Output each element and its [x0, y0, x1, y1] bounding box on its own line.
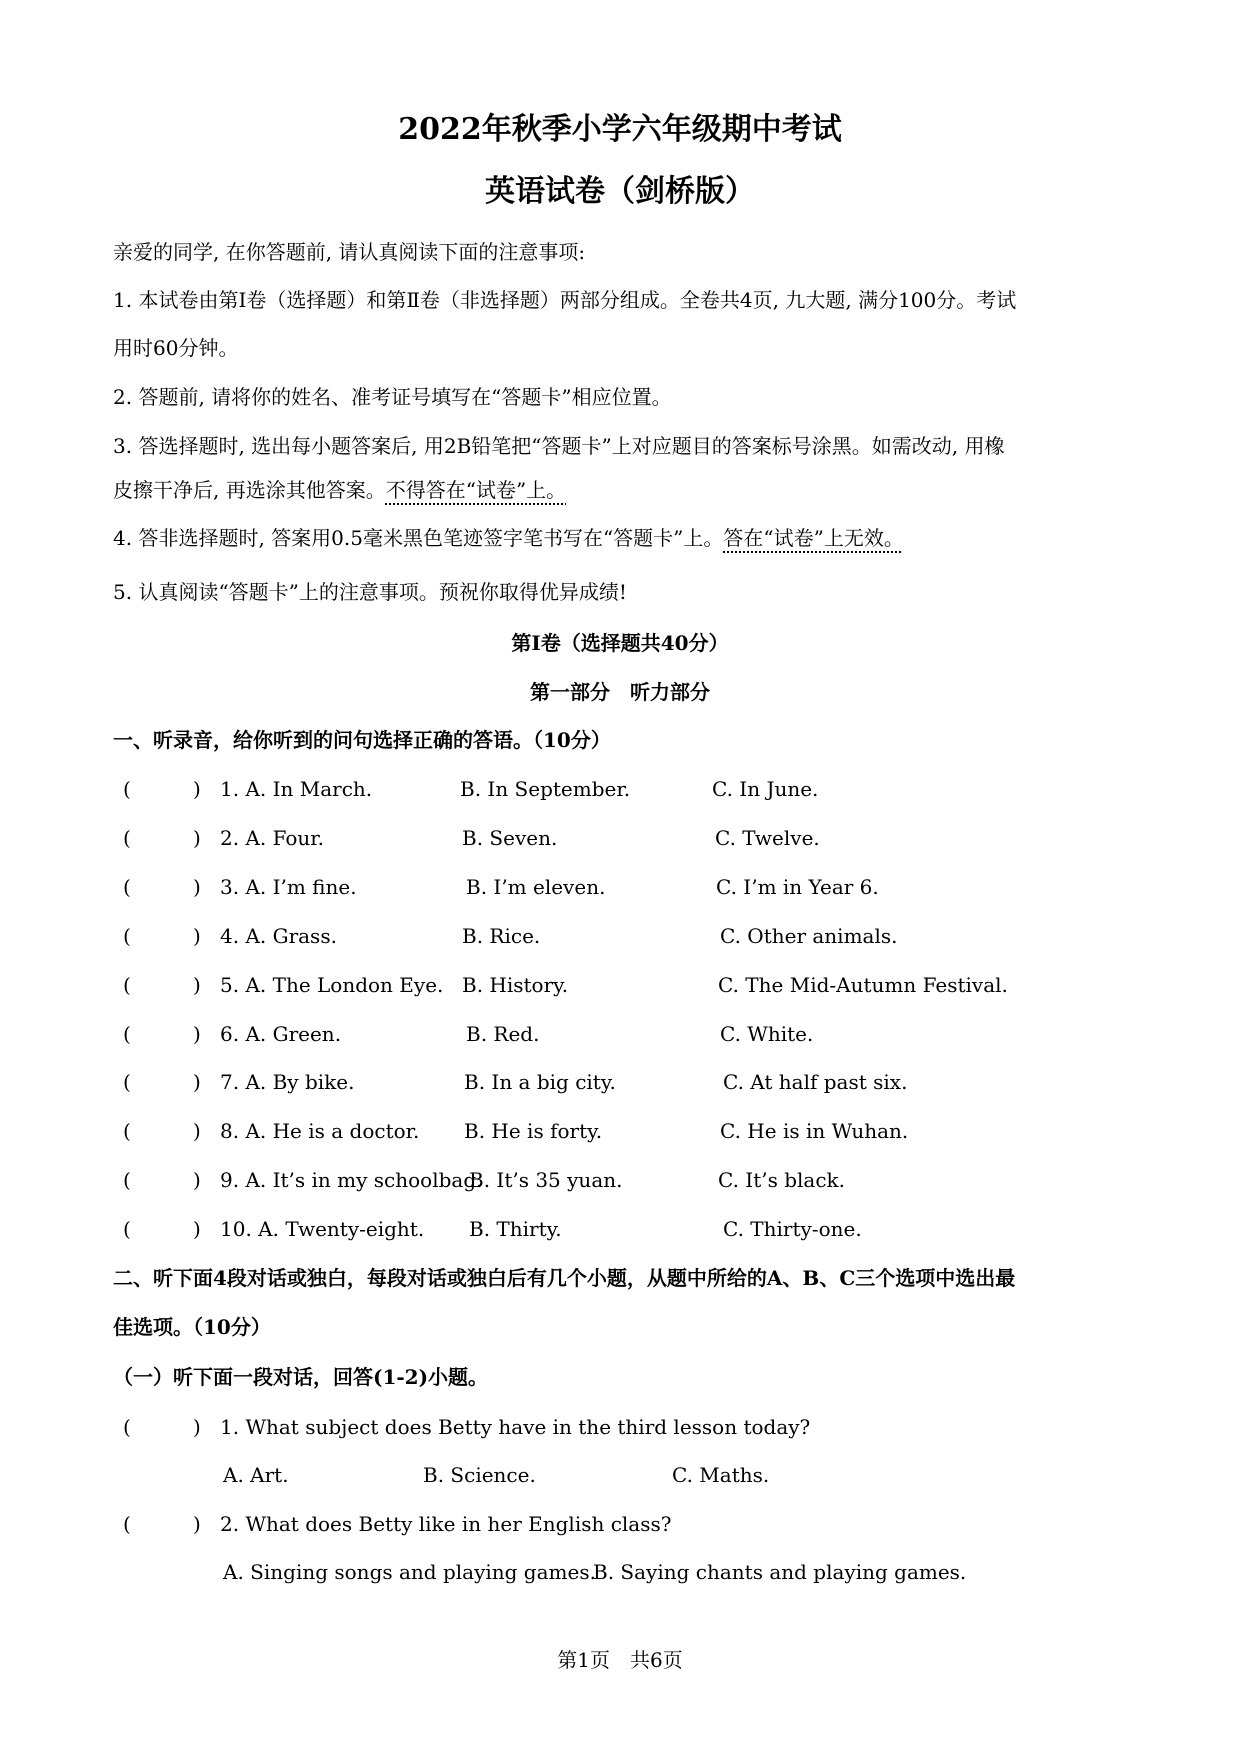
answer-bracket-close: )	[193, 1070, 201, 1095]
answer-bracket-open: (	[123, 874, 131, 899]
option-c: C. The Mid-Autumn Festival.	[718, 972, 1008, 997]
option-c: C. He is in Wuhan.	[720, 1119, 909, 1144]
option-c: C. Maths.	[672, 1463, 770, 1487]
answer-bracket-open: (	[123, 923, 131, 948]
instruction-3-line-1: 3. 答选择题时, 选出每小题答案后, 用2B铅笔把“答题卡”上对应题目的答案标号涂黑。如需改动, 用橡	[113, 434, 1005, 458]
answer-bracket-close: )	[193, 1217, 201, 1242]
instruction-4	[113, 523, 1140, 553]
option-b: B. In a big city.	[464, 1070, 616, 1095]
section-2-sub-1-title: （一）听下面一段对话，回答(1-2)小题。	[113, 1365, 489, 1389]
answer-bracket-close: )	[193, 825, 201, 850]
option-b: B. Science.	[423, 1463, 536, 1487]
option-a: 6. A. Green.	[220, 1021, 342, 1046]
option-c: C. In June.	[712, 777, 819, 801]
option-a: 3. A. I’m fine.	[220, 874, 357, 899]
answer-bracket-close: )	[193, 1512, 201, 1536]
instruction-3-plain: 皮擦干净后, 再选涂其他答案。	[113, 478, 386, 502]
option-b: B. Thirty.	[469, 1217, 562, 1242]
option-a: A. Art.	[223, 1463, 289, 1487]
answer-bracket-close: )	[193, 972, 201, 997]
option-a: A. Singing songs and playing games.	[223, 1560, 596, 1584]
section-2-title-line-2: 佳选项。（10分）	[113, 1315, 271, 1339]
page-footer: 第1页 共6页	[557, 1648, 683, 1672]
answer-bracket-open: (	[123, 972, 131, 997]
option-b: B. Saying chants and playing games.	[593, 1560, 967, 1584]
answer-bracket-open: (	[123, 1168, 131, 1193]
instruction-1-line-2: 用时60分钟。	[113, 336, 239, 360]
answer-bracket-close: )	[193, 1168, 201, 1193]
instruction-3-emphasis: 不得答在“试卷”上。	[385, 478, 567, 502]
answer-bracket-open: (	[123, 1119, 131, 1144]
instruction-3-line-2	[113, 475, 1140, 505]
question-text: 1. What subject does Betty have in the third lesson today?	[220, 1415, 811, 1439]
answer-bracket-open: (	[123, 825, 131, 850]
exam-title: 2022年秋季小学六年级期中考试	[398, 112, 842, 147]
answer-bracket-close: )	[193, 1119, 201, 1144]
question-text: 2. What does Betty like in her English class?	[220, 1512, 672, 1536]
option-b: B. I’m eleven.	[466, 874, 606, 899]
option-b: B. In September.	[460, 777, 631, 801]
option-a: 4. A. Grass.	[220, 923, 337, 948]
option-a: 7. A. By bike.	[220, 1070, 355, 1095]
answer-bracket-open: (	[123, 1070, 131, 1095]
option-b: B. Red.	[466, 1021, 540, 1046]
option-a: 10. A. Twenty-eight.	[220, 1217, 425, 1242]
instruction-1-line-1: 1. 本试卷由第Ⅰ卷（选择题）和第Ⅱ卷（非选择题）两部分组成。全卷共4页, 九大题, 满分100分。考试	[113, 288, 1017, 312]
answer-bracket-close: )	[193, 923, 201, 948]
instruction-4-emphasis: 答在“试卷”上无效。	[723, 526, 904, 550]
instruction-5: 5. 认真阅读“答题卡”上的注意事项。预祝你取得优异成绩!	[113, 580, 627, 604]
exam-subtitle: 英语试卷（剑桥版）	[485, 174, 755, 209]
answer-bracket-open: (	[123, 1217, 131, 1242]
option-c: C. Twelve.	[715, 825, 820, 850]
answer-bracket-open: (	[123, 777, 131, 801]
option-b: B. He is forty.	[464, 1119, 603, 1144]
option-b: B. Seven.	[462, 825, 558, 850]
option-c: C. I’m in Year 6.	[716, 874, 879, 899]
part-1-title: 第一部分 听力部分	[530, 680, 710, 704]
answer-bracket-open: (	[123, 1021, 131, 1046]
volume-1-title: 第Ⅰ卷（选择题共40分）	[511, 631, 729, 655]
option-c: C. Other animals.	[720, 923, 898, 948]
answer-bracket-open: (	[123, 1415, 131, 1439]
option-a: 2. A. Four.	[220, 825, 325, 850]
instruction-2: 2. 答题前, 请将你的姓名、准考证号填写在“答题卡”相应位置。	[113, 385, 672, 409]
answer-bracket-close: )	[193, 874, 201, 899]
instructions-intro: 亲爱的同学, 在你答题前, 请认真阅读下面的注意事项:	[113, 240, 586, 264]
section-2-title-line-1: 二、听下面4段对话或独白，每段对话或独白后有几个小题，从题中所给的A、B、C三个选项中选出最	[113, 1266, 1016, 1290]
option-b: B. Rice.	[462, 923, 541, 948]
option-a: 9. A. It’s in my schoolbag.	[220, 1168, 483, 1193]
option-c: C. White.	[720, 1021, 814, 1046]
option-b: B. It’s 35 yuan.	[469, 1168, 623, 1193]
option-c: C. Thirty-one.	[723, 1217, 862, 1242]
option-a: 1. A. In March.	[220, 777, 373, 801]
answer-bracket-close: )	[193, 1021, 201, 1046]
section-1-title: 一、听录音，给你听到的问句选择正确的答语。（10分）	[113, 728, 611, 752]
option-b: B. History.	[462, 972, 569, 997]
answer-bracket-open: (	[123, 1512, 131, 1536]
option-a: 8. A. He is a doctor.	[220, 1119, 420, 1144]
instruction-4-plain: 4. 答非选择题时, 答案用0.5毫米黑色笔迹签字笔书写在“答题卡”上。	[113, 526, 724, 550]
option-c: C. At half past six.	[723, 1070, 908, 1095]
answer-bracket-close: )	[193, 1415, 201, 1439]
answer-bracket-close: )	[193, 777, 201, 801]
option-a: 5. A. The London Eye.	[220, 972, 444, 997]
option-c: C. It’s black.	[718, 1168, 846, 1193]
